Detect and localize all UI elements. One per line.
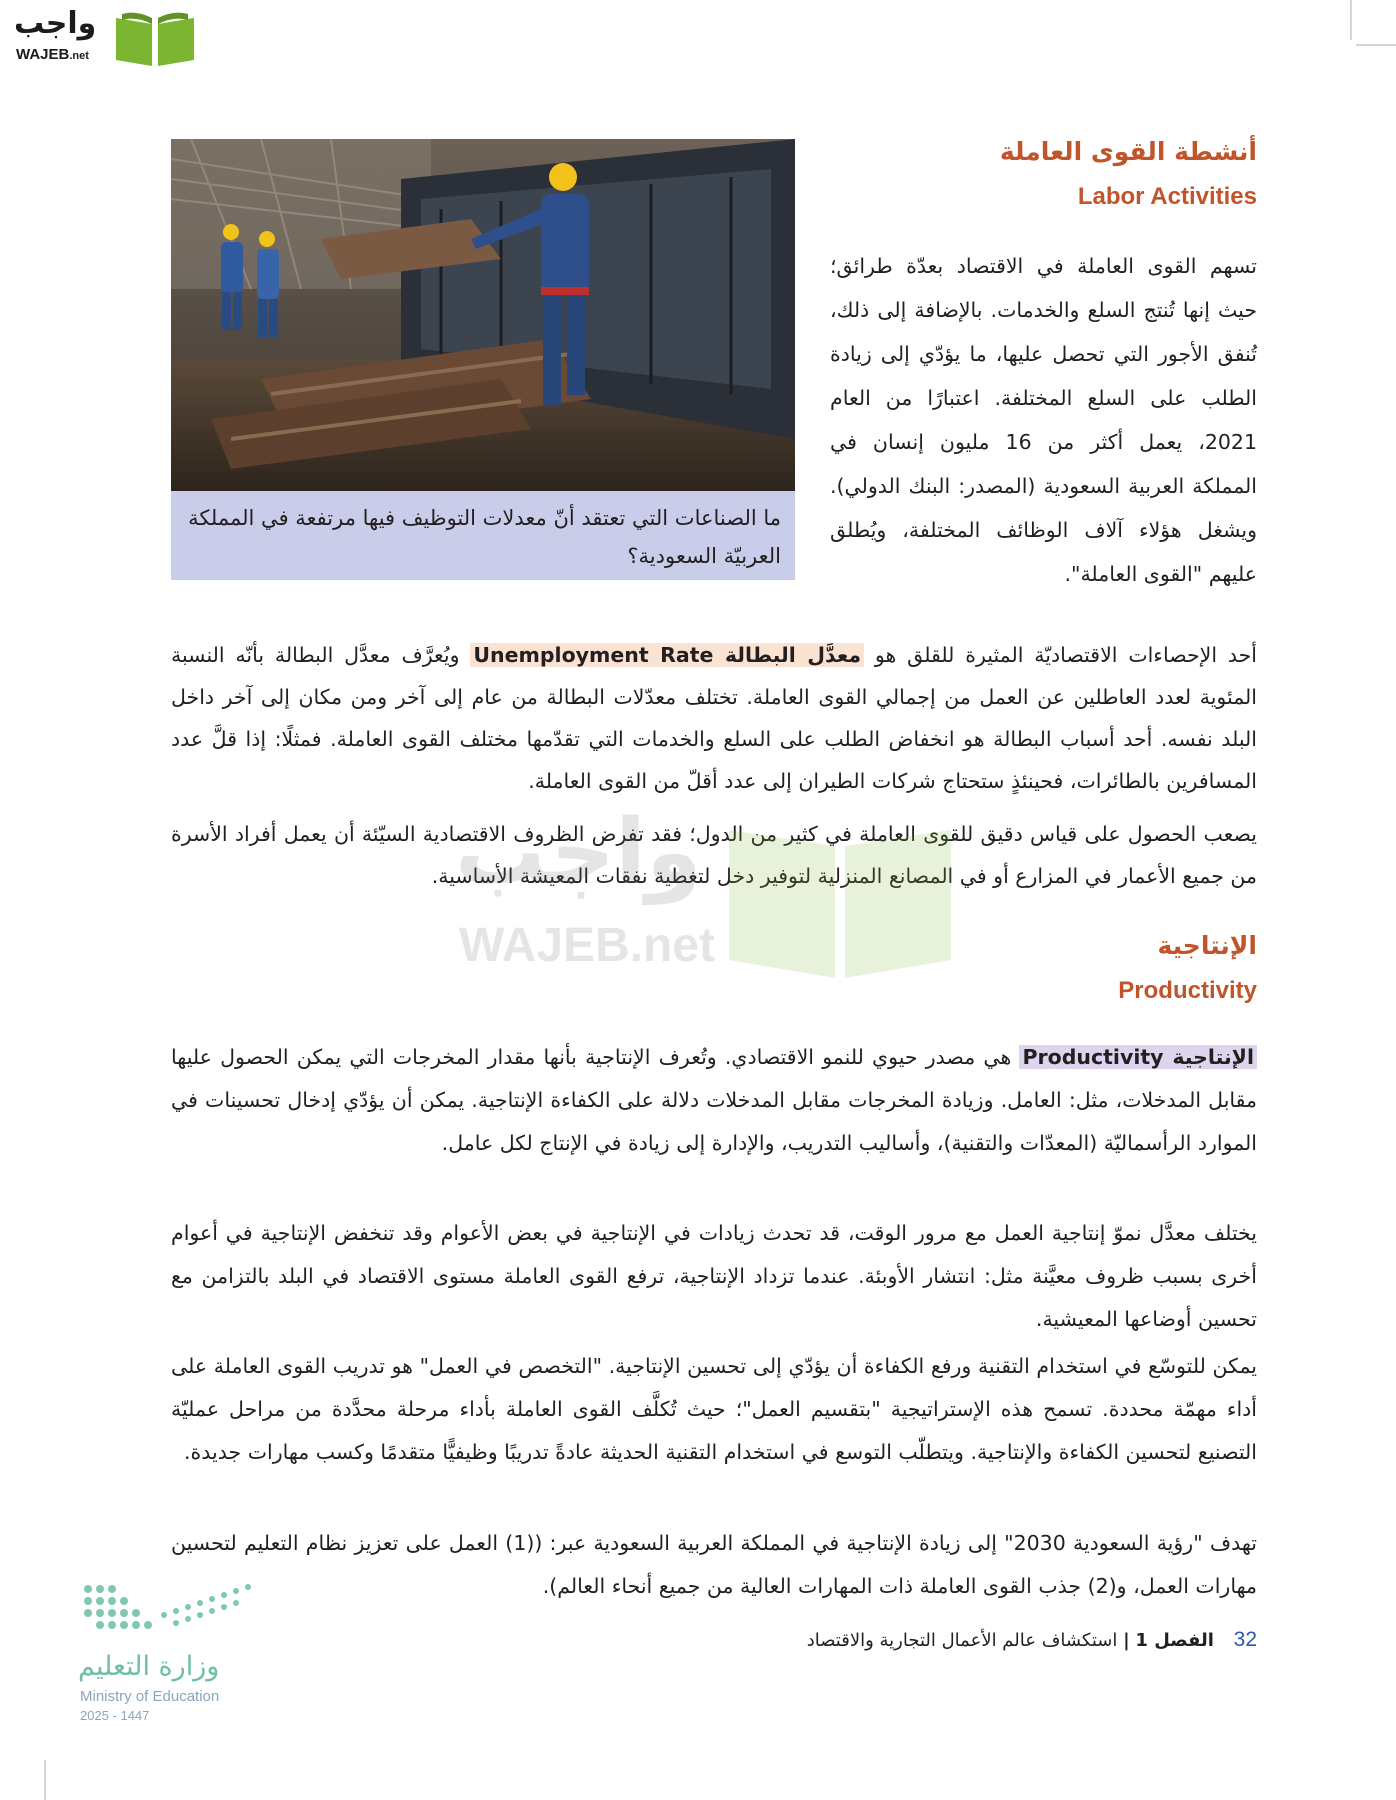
p2-text-before: أحد الإحصاءات الاقتصاديّة المثيرة للقلق هو (874, 643, 1257, 667)
section-title-productivity-en: Productivity (1118, 977, 1257, 1004)
ministry-name-ar: وزارة التعليم (78, 1651, 220, 1682)
labor-paragraph-2 (171, 634, 1257, 802)
term-unemployment-rate: معدَّل البطالة Unemployment Rate (470, 643, 864, 667)
labor-paragraph-3: يصعب الحصول على قياس دقيق للقوى العاملة في كثير من الدول؛ فقد تفرض الظروف الاقتصادية السيّئة أن يعمل أفراد الأسرة من جميع الأعمار في المزارع أو في المصانع المنزلية لتوفير دخل لتغطية نفقات المعيشة الأساسية. (171, 822, 1257, 888)
productivity-paragraph-2: يختلف معدَّل نموّ إنتاجية العمل مع مرور الوقت، قد تحدث زيادات في الإنتاجية في بعض الأعوام وقد تنخفض الإنتاجية في أعوام أخرى بسبب ظروف معيَّنة مثل: انتشار الأوبئة. عندما تزداد الإنتاجية، ترفع القوى العاملة مستوى الاقتصاد في البلد بالتزامن مع تحسين أوضاعها المعيشية. (171, 1221, 1257, 1331)
section-title-labor-activities-en: Labor Activities (1077, 183, 1257, 210)
ministry-name-en: Ministry of Education (80, 1688, 220, 1705)
productivity-paragraph-3: يمكن للتوسّع في استخدام التقنية ورفع الكفاءة أن يؤدّي إلى تحسين الإنتاجية. "التخصص في العمل" هو تدريب القوى العاملة على أداء مهمّة محددة. تسمح هذه الإستراتيجية "بتقسيم العمل"؛ حيث تُكلَّف القوى العاملة بأداء مرحلة محدَّدة من مراحل عمليّة التصنيع لتحسين الكفاءة والإنتاجية. ويتطلّب التوسع في استخدام التقنية الحديثة عادةً تدريبًا وظيفيًّا متقدمًا وكسب مهارات جديدة. (171, 1354, 1257, 1464)
p2-text-after: ويُعرَّف معدَّل البطالة بأنّه النسبة المئوية لعدد العاطلين عن العمل من إجمالي القوى العاملة. تختلف معدّلات البطالة من عام إلى آخر ومن مكان إلى آخر داخل البلد نفسه. أحد أسباب البطالة هو انخفاض الطلب على السلع والخدمات التي تقدّمها مختلف القوى العاملة. فمثلًا: إذا قلَّ عدد المسافرين بالطائرات، فحينئذٍ ستحتاج شركات الطيران إلى عدد أقلّ من القوى العاملة. (171, 643, 1257, 793)
productivity-paragraph-1 (171, 1036, 1257, 1165)
ministry-years: 2025 - 1447 (80, 1708, 150, 1723)
book-icon (114, 8, 196, 68)
footer-separator: | (1123, 1630, 1130, 1651)
bottom-left-edge-line (44, 1760, 46, 1800)
chapter-label: الفصل 1 (1135, 1630, 1214, 1651)
productivity-p1-text: هي مصدر حيوي للنمو الاقتصادي. وتُعرف الإنتاجية بأنها مقدار المخرجات التي يمكن الحصول عليها مقابل المدخلات، مثل: العامل. وزيادة المخرجات مقابل المدخلات دلالة على الكفاءة الإنتاجية. يمكن أن يؤدّي إدخال تحسينات في الموارد الرأسماليّة (المعدّات والتقنية)، وأساليب التدريب، والإدارة إلى زيادة في الإنتاج لكل عامل. (171, 1045, 1257, 1155)
chapter-title: استكشاف عالم الأعمال التجارية والاقتصاد (806, 1630, 1118, 1651)
factory-workers-photo (171, 139, 795, 491)
ministry-of-education-logo (78, 1575, 258, 1725)
productivity-paragraph-4: تهدف "رؤية السعودية 2030" إلى زيادة الإنتاجية في المملكة العربية السعودية عبر: ((1) العمل على تعزيز نظام التعليم لتحسين مهارات العمل، و(2) جذب القوى العاملة ذات المهارات العالية من جميع أنحاء العالم). (171, 1531, 1257, 1598)
photo-caption: ما الصناعات التي تعتقد أنّ معدلات التوظيف فيها مرتفعة في المملكة العربيّة السعودية؟ (171, 491, 795, 580)
section-title-productivity-ar: الإنتاجية (1157, 931, 1257, 960)
page-footer (807, 1628, 1257, 1652)
top-right-edge-line (1350, 0, 1352, 40)
logo-english-text: WAJEB.net (16, 46, 89, 63)
page-number: 32 (1233, 1628, 1257, 1651)
wajeb-logo (10, 6, 190, 68)
top-right-edge-tick (1356, 44, 1396, 46)
ministry-dots-icon (78, 1575, 258, 1645)
section-title-labor-activities-ar: أنشطة القوى العاملة (999, 137, 1257, 166)
logo-arabic-text: واجب (14, 6, 97, 41)
term-productivity: الإنتاجية Productivity (1019, 1045, 1256, 1069)
labor-paragraph-1: تسهم القوى العاملة في الاقتصاد بعدّة طرائق؛ حيث إنها تُنتج السلع والخدمات. بالإضافة إلى ذلك، تُنفق الأجور التي تحصل عليها، ما يؤدّي إلى زيادة الطلب على السلع المختلفة. اعتبارًا من العام 2021، يعمل أكثر من 16 مليون إنسان في المملكة العربية السعودية (المصدر: البنك الدولي). ويشغل هؤلاء آلاف الوظائف المختلفة، ويُطلق عليهم "القوى العاملة". (830, 254, 1257, 586)
wajeb-watermark: واجب WAJEB.net (455, 800, 955, 990)
